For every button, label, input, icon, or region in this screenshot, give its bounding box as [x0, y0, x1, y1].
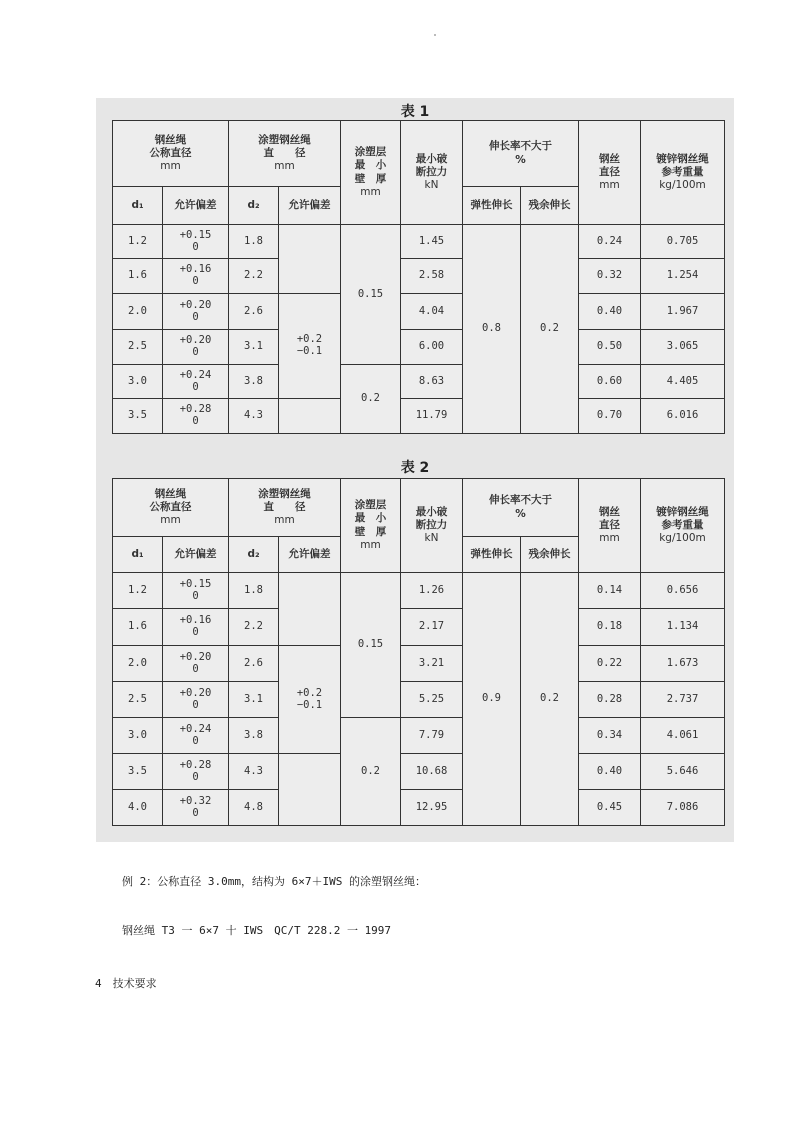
cell-d1	[113, 682, 163, 718]
cell-wire-diameter	[579, 330, 641, 365]
cell-d2	[229, 330, 279, 365]
header-elastic-elongation	[463, 537, 521, 573]
cell-break-force-text: 1.26	[418, 583, 445, 596]
cell-d1-tolerance-text: +0.16 0	[179, 614, 212, 639]
cell-d2-text: 3.8	[244, 728, 263, 741]
header-wire-diameter-text: 钢丝 直径	[599, 505, 620, 531]
table-row	[113, 573, 725, 609]
cell-d2-tolerance-upper	[279, 225, 341, 294]
cell-d2-tolerance	[279, 294, 341, 399]
table-row	[113, 399, 725, 434]
cell-d2-tolerance-text: +0.2 −0.1	[296, 686, 323, 711]
header-wire-diameter	[579, 479, 641, 573]
cell-break-force	[401, 646, 463, 682]
header-elastic-elongation-text: 弹性伸长	[470, 198, 513, 211]
cell-d2-text: 2.6	[244, 656, 263, 669]
example-text: 例 2：公称直径 3.0mm，结构为 6×7＋IWS 的涂塑钢丝绳：	[122, 875, 426, 888]
cell-d1-tolerance	[163, 330, 229, 365]
cell-wire-diameter	[579, 294, 641, 330]
cell-wire-diameter-text: 0.40	[596, 304, 623, 317]
cell-break-force	[401, 573, 463, 609]
cell-ref-weight	[641, 790, 725, 826]
cell-d2-text: 2.2	[244, 269, 263, 282]
cell-break-force	[401, 330, 463, 365]
cell-wire-diameter	[579, 754, 641, 790]
cell-d2-text: 4.3	[244, 409, 263, 422]
cell-ref-weight-text: 1.673	[666, 656, 699, 669]
cell-d1-tolerance-text: +0.28 0	[179, 403, 212, 428]
table-2	[112, 478, 725, 826]
header-break-force-text: 最小破 断拉力	[415, 152, 448, 178]
cell-ref-weight-text: 3.065	[666, 340, 699, 353]
cell-elastic-elongation-text: 0.8	[482, 322, 501, 335]
header-d1	[113, 187, 163, 225]
cell-d1-text: 2.5	[128, 340, 147, 353]
table-row	[113, 330, 725, 365]
cell-break-force	[401, 365, 463, 399]
cell-wire-diameter	[579, 609, 641, 646]
header-elongation	[463, 121, 579, 187]
cell-break-force-text: 12.95	[415, 800, 448, 813]
cell-residual-elongation	[521, 225, 579, 434]
cell-d2-tolerance-lower	[279, 399, 341, 434]
header-ref-weight-text: 镀锌钢丝绳 参考重量	[656, 152, 709, 178]
table-row	[113, 646, 725, 682]
cell-break-force	[401, 682, 463, 718]
cell-d1-text: 3.5	[128, 764, 147, 777]
header-d1-text: d₁	[131, 198, 144, 211]
cell-d2	[229, 399, 279, 434]
cell-ref-weight	[641, 682, 725, 718]
cell-ref-weight	[641, 573, 725, 609]
cell-break-force	[401, 790, 463, 826]
cell-d2-tolerance-text: +0.2 −0.1	[296, 333, 323, 358]
cell-d1	[113, 330, 163, 365]
cell-d2	[229, 609, 279, 646]
cell-ref-weight	[641, 646, 725, 682]
header-d1-tolerance-text: 允许偏差	[174, 198, 217, 211]
header-coating-thickness-unit: mm	[360, 538, 381, 551]
header-row	[113, 479, 725, 537]
cell-d2	[229, 365, 279, 399]
cell-d1-tolerance-text: +0.28 0	[179, 758, 212, 783]
table-row	[113, 754, 725, 790]
cell-wire-diameter	[579, 365, 641, 399]
header-d1-tolerance	[163, 187, 229, 225]
cell-d1-tolerance-text: +0.15 0	[179, 577, 212, 602]
cell-d1	[113, 573, 163, 609]
table-row	[113, 718, 725, 754]
cell-ref-weight-text: 0.705	[666, 234, 699, 247]
cell-d1-tolerance-text: +0.16 0	[179, 263, 212, 288]
cell-d2-text: 3.1	[244, 340, 263, 353]
table-row	[113, 225, 725, 259]
cell-break-force	[401, 718, 463, 754]
table-row	[113, 682, 725, 718]
cell-wire-diameter	[579, 225, 641, 259]
cell-ref-weight-text: 7.086	[666, 800, 699, 813]
table-row	[113, 365, 725, 399]
cell-ref-weight	[641, 294, 725, 330]
cell-break-force-text: 1.45	[418, 234, 445, 247]
cell-d2-tolerance-lower	[279, 754, 341, 826]
cell-coating-thickness-text: 0.15	[357, 287, 384, 300]
header-elongation	[463, 479, 579, 537]
cell-d1	[113, 718, 163, 754]
cell-break-force	[401, 294, 463, 330]
cell-residual-elongation-text: 0.2	[540, 322, 559, 335]
cell-wire-diameter-text: 0.50	[596, 340, 623, 353]
cell-d2	[229, 646, 279, 682]
header-d2-text: d₂	[247, 547, 260, 560]
cell-d1-tolerance	[163, 790, 229, 826]
cell-ref-weight	[641, 259, 725, 294]
cell-wire-diameter-text: 0.18	[596, 620, 623, 633]
header-ref-weight-unit: kg/100m	[659, 532, 706, 545]
cell-d1-tolerance	[163, 225, 229, 259]
cell-d1	[113, 399, 163, 434]
header-coating-thickness-text: 涂塑层 最 小 壁 厚	[354, 146, 387, 185]
cell-d1-tolerance	[163, 646, 229, 682]
header-rope-nominal-unit: mm	[160, 160, 181, 173]
cell-d1-tolerance	[163, 259, 229, 294]
cell-break-force-text: 10.68	[415, 764, 448, 777]
header-coated-diameter-text: 涂塑钢丝绳 直 径	[258, 487, 311, 513]
header-coating-thickness-text: 涂塑层 最 小 壁 厚	[354, 499, 387, 538]
cell-break-force-text: 2.58	[418, 269, 445, 282]
section-heading: 4 技术要求	[95, 977, 157, 990]
cell-ref-weight-text: 4.061	[666, 728, 699, 741]
header-d2-tolerance-text: 允许偏差	[288, 198, 331, 211]
table-row	[113, 609, 725, 646]
cell-wire-diameter	[579, 573, 641, 609]
cell-ref-weight-text: 1.967	[666, 304, 699, 317]
cell-wire-diameter	[579, 790, 641, 826]
cell-d1-tolerance-text: +0.20 0	[179, 650, 212, 675]
header-wire-diameter-unit: mm	[599, 179, 620, 192]
cell-wire-diameter-text: 0.70	[596, 409, 623, 422]
cell-break-force-text: 2.17	[418, 620, 445, 633]
cell-coating-thickness	[341, 365, 401, 434]
header-d2-text: d₂	[247, 198, 260, 211]
cell-wire-diameter-text: 0.40	[596, 764, 623, 777]
cell-d1-text: 3.0	[128, 374, 147, 387]
cell-wire-diameter-text: 0.28	[596, 692, 623, 705]
cell-d1-tolerance-text: +0.24 0	[179, 368, 212, 393]
cell-ref-weight-text: 5.646	[666, 764, 699, 777]
header-wire-diameter	[579, 121, 641, 225]
header-rope-nominal-unit: mm	[160, 514, 181, 527]
header-break-force	[401, 479, 463, 573]
header-coating-thickness-unit: mm	[360, 185, 381, 198]
header-residual-elongation	[521, 187, 579, 225]
header-d1	[113, 537, 163, 573]
cell-wire-diameter	[579, 682, 641, 718]
cell-ref-weight-text: 2.737	[666, 692, 699, 705]
header-residual-elongation	[521, 537, 579, 573]
cell-elastic-elongation	[463, 573, 521, 826]
cell-d2	[229, 718, 279, 754]
cell-break-force	[401, 225, 463, 259]
table-row	[113, 294, 725, 330]
header-break-force-text: 最小破 断拉力	[415, 505, 448, 531]
cell-break-force-text: 4.04	[418, 304, 445, 317]
cell-d1-tolerance	[163, 399, 229, 434]
cell-d2-text: 2.6	[244, 304, 263, 317]
cell-d1	[113, 790, 163, 826]
cell-d2-text: 4.3	[244, 764, 263, 777]
cell-d2	[229, 573, 279, 609]
cell-d2-tolerance-upper	[279, 573, 341, 646]
header-coating-thickness	[341, 479, 401, 573]
header-break-force	[401, 121, 463, 225]
header-rope-nominal-text: 钢丝绳 公称直径	[149, 133, 192, 159]
cell-wire-diameter-text: 0.60	[596, 374, 623, 387]
cell-break-force-text: 6.00	[418, 340, 445, 353]
cell-wire-diameter	[579, 646, 641, 682]
header-d2-tolerance	[279, 537, 341, 573]
cell-ref-weight-text: 6.016	[666, 409, 699, 422]
header-coated-diameter-text: 涂塑钢丝绳 直 径	[258, 133, 311, 159]
cell-ref-weight-text: 1.254	[666, 269, 699, 282]
cell-d2	[229, 259, 279, 294]
header-coated-diameter	[229, 121, 341, 187]
header-rope-nominal-text: 钢丝绳 公称直径	[149, 487, 192, 513]
header-coating-thickness	[341, 121, 401, 225]
header-rope-nominal	[113, 479, 229, 537]
cell-d2-text: 3.8	[244, 374, 263, 387]
cell-d1	[113, 609, 163, 646]
header-ref-weight-text: 镀锌钢丝绳 参考重量	[656, 505, 709, 531]
header-ref-weight	[641, 479, 725, 573]
cell-coating-thickness	[341, 718, 401, 826]
cell-d2-tolerance	[279, 646, 341, 754]
cell-d2	[229, 682, 279, 718]
cell-ref-weight	[641, 718, 725, 754]
header-elongation-text: 伸长率不大于 %	[489, 494, 552, 520]
page-speck	[434, 34, 436, 36]
header-residual-elongation-text: 残余伸长	[528, 547, 571, 560]
cell-wire-diameter-text: 0.32	[596, 269, 623, 282]
cell-d1-text: 2.0	[128, 656, 147, 669]
marking-example: 钢丝绳 T3 一 6×7 十 IWS QC/T 228.2 一 1997	[122, 924, 392, 937]
header-row	[113, 121, 725, 187]
cell-d1-tolerance-text: +0.20 0	[179, 298, 212, 323]
header-d2	[229, 537, 279, 573]
cell-d1-tolerance-text: +0.24 0	[179, 722, 212, 747]
cell-ref-weight	[641, 330, 725, 365]
header-coated-diameter-unit: mm	[274, 514, 295, 527]
cell-break-force-text: 8.63	[418, 374, 445, 387]
cell-break-force-text: 7.79	[418, 728, 445, 741]
cell-break-force	[401, 259, 463, 294]
cell-d1-tolerance-text: +0.32 0	[179, 794, 212, 819]
cell-d1-tolerance	[163, 754, 229, 790]
cell-elastic-elongation-text: 0.9	[482, 692, 501, 705]
cell-wire-diameter	[579, 259, 641, 294]
cell-d1	[113, 646, 163, 682]
header-d2	[229, 187, 279, 225]
header-break-force-unit: kN	[424, 179, 439, 192]
table-row	[113, 790, 725, 826]
cell-d1	[113, 294, 163, 330]
cell-d1-text: 3.5	[128, 409, 147, 422]
cell-d2	[229, 754, 279, 790]
header-coated-diameter	[229, 479, 341, 537]
header-d1-text: d₁	[131, 547, 144, 560]
cell-d2-text: 4.8	[244, 800, 263, 813]
cell-d2-text: 2.2	[244, 620, 263, 633]
cell-d1	[113, 365, 163, 399]
cell-d2-text: 1.8	[244, 583, 263, 596]
header-coated-diameter-unit: mm	[274, 160, 295, 173]
header-d1-tolerance-text: 允许偏差	[174, 547, 217, 560]
cell-wire-diameter	[579, 399, 641, 434]
table-1-caption: 表 1	[400, 104, 430, 120]
cell-wire-diameter	[579, 718, 641, 754]
cell-d1-text: 4.0	[128, 800, 147, 813]
cell-d2	[229, 294, 279, 330]
cell-d2-text: 3.1	[244, 692, 263, 705]
header-elongation-text: 伸长率不大于 %	[489, 140, 552, 166]
cell-d1-tolerance	[163, 573, 229, 609]
table-row	[113, 259, 725, 294]
cell-break-force	[401, 399, 463, 434]
cell-d1	[113, 225, 163, 259]
header-residual-elongation-text: 残余伸长	[528, 198, 571, 211]
header-ref-weight	[641, 121, 725, 225]
table-1	[112, 120, 725, 434]
cell-d1-tolerance-text: +0.15 0	[179, 228, 212, 253]
cell-d2-text: 1.8	[244, 234, 263, 247]
header-d2-tolerance-text: 允许偏差	[288, 547, 331, 560]
cell-d1	[113, 754, 163, 790]
header-elastic-elongation-text: 弹性伸长	[470, 547, 513, 560]
header-elastic-elongation	[463, 187, 521, 225]
cell-wire-diameter-text: 0.45	[596, 800, 623, 813]
cell-elastic-elongation	[463, 225, 521, 434]
cell-d1-text: 1.2	[128, 583, 147, 596]
cell-break-force	[401, 754, 463, 790]
cell-wire-diameter-text: 0.22	[596, 656, 623, 669]
table-2-caption: 表 2	[400, 460, 430, 476]
cell-d1-tolerance	[163, 294, 229, 330]
cell-d1-tolerance	[163, 682, 229, 718]
cell-d1-tolerance-text: +0.20 0	[179, 686, 212, 711]
header-ref-weight-unit: kg/100m	[659, 179, 706, 192]
cell-ref-weight	[641, 754, 725, 790]
cell-ref-weight	[641, 609, 725, 646]
header-d1-tolerance	[163, 537, 229, 573]
cell-coating-thickness-text: 0.2	[361, 764, 380, 777]
cell-d1-tolerance	[163, 365, 229, 399]
cell-ref-weight	[641, 399, 725, 434]
cell-ref-weight	[641, 365, 725, 399]
cell-coating-thickness-text: 0.2	[361, 392, 380, 405]
cell-d1-text: 3.0	[128, 728, 147, 741]
cell-coating-thickness	[341, 573, 401, 718]
cell-d1-text: 2.0	[128, 304, 147, 317]
cell-residual-elongation-text: 0.2	[540, 692, 559, 705]
cell-d1-tolerance	[163, 718, 229, 754]
cell-break-force	[401, 609, 463, 646]
cell-d1-text: 1.6	[128, 269, 147, 282]
header-wire-diameter-text: 钢丝 直径	[599, 152, 620, 178]
cell-d1-text: 2.5	[128, 692, 147, 705]
cell-ref-weight-text: 0.656	[666, 583, 699, 596]
header-d2-tolerance	[279, 187, 341, 225]
header-rope-nominal	[113, 121, 229, 187]
cell-d2	[229, 225, 279, 259]
cell-d1-tolerance	[163, 609, 229, 646]
cell-ref-weight-text: 4.405	[666, 374, 699, 387]
cell-ref-weight	[641, 225, 725, 259]
cell-coating-thickness-text: 0.15	[357, 638, 384, 651]
cell-d1	[113, 259, 163, 294]
cell-break-force-text: 3.21	[418, 656, 445, 669]
cell-wire-diameter-text: 0.14	[596, 583, 623, 596]
cell-d1-tolerance-text: +0.20 0	[179, 334, 212, 359]
cell-d1-text: 1.2	[128, 234, 147, 247]
cell-d2	[229, 790, 279, 826]
cell-break-force-text: 5.25	[418, 692, 445, 705]
cell-residual-elongation	[521, 573, 579, 826]
cell-ref-weight-text: 1.134	[666, 620, 699, 633]
cell-wire-diameter-text: 0.34	[596, 728, 623, 741]
cell-coating-thickness	[341, 225, 401, 365]
cell-break-force-text: 11.79	[415, 409, 448, 422]
header-wire-diameter-unit: mm	[599, 532, 620, 545]
header-break-force-unit: kN	[424, 532, 439, 545]
cell-d1-text: 1.6	[128, 620, 147, 633]
cell-wire-diameter-text: 0.24	[596, 234, 623, 247]
